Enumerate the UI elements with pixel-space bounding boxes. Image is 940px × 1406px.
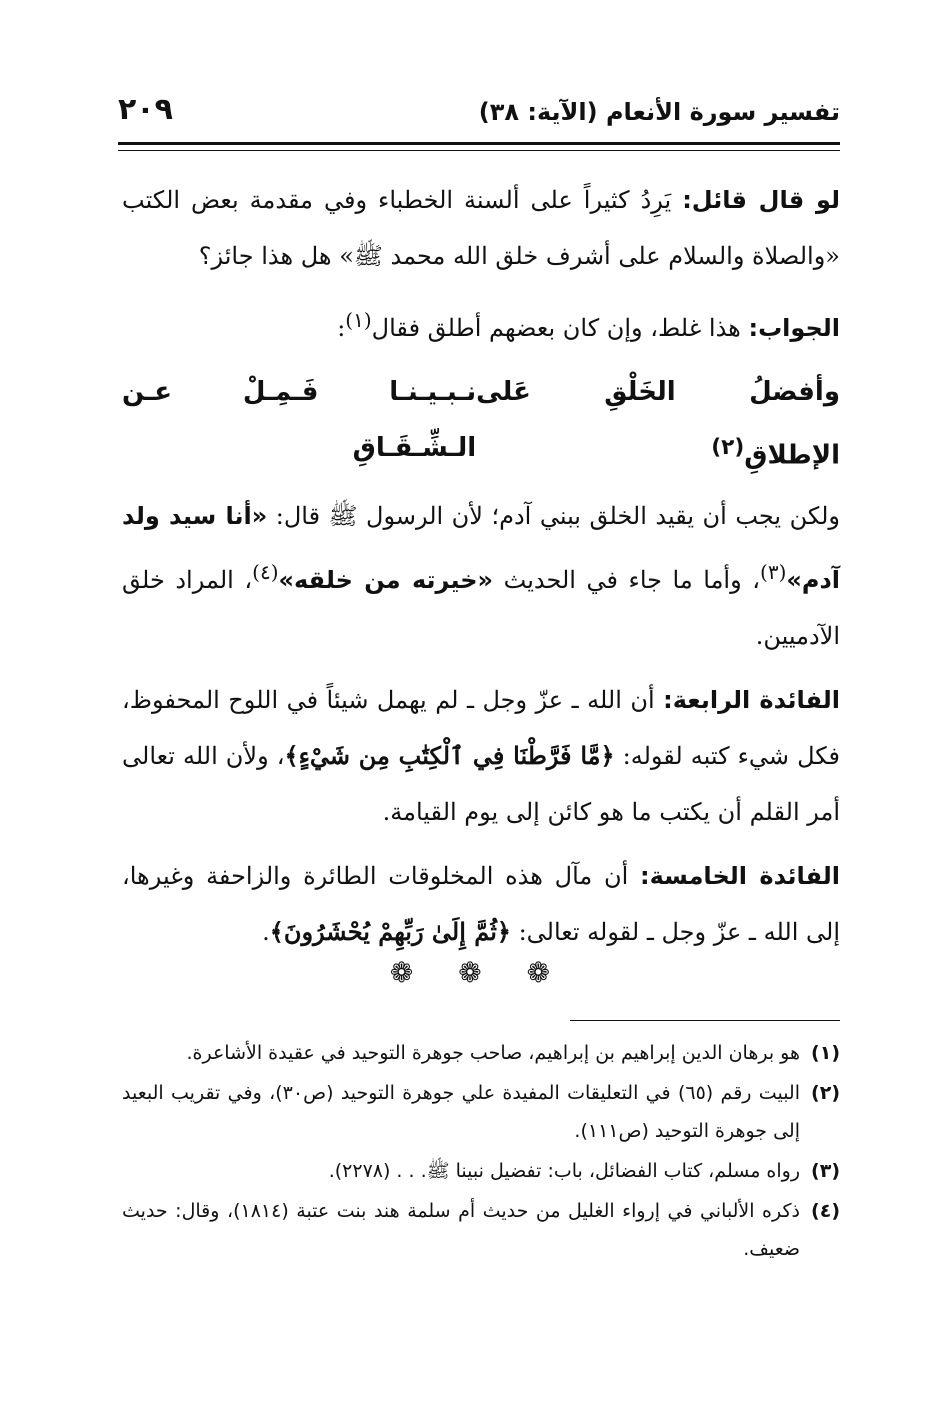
paragraph-benefit-4 bbox=[122, 672, 840, 840]
verse-first-hemistich bbox=[476, 364, 840, 484]
footnote-number: (١) bbox=[811, 1042, 840, 1064]
paragraph-answer bbox=[122, 292, 840, 356]
header-rule-thin bbox=[118, 150, 840, 151]
section-separator: ❁ ❁ ❁ bbox=[389, 956, 569, 989]
clarification-text-a: ولكن يجب أن يقيد الخلق ببني آدم؛ لأن الرسول ﷺ قال: bbox=[267, 501, 840, 530]
footnote-item bbox=[122, 1192, 840, 1268]
answer-lead: الجواب: bbox=[748, 314, 840, 342]
question-text: يَرِدُ كثيراً على ألسنة الخطباء وفي مقدمة بعض الكتب «والصلاة والسلام على أشرف خلق الله محمد ﷺ» هل هذا جائز؟ bbox=[122, 186, 840, 270]
clarification-text-b: ، وأما ما جاء في الحديث bbox=[493, 565, 760, 594]
footnote-item bbox=[122, 1074, 840, 1150]
footnote-text: ذكره الألباني في إرواء الغليل من حديث أم سلمة هند بنت عتبة (١٨١٤)، وقال: حديث ضعيف. bbox=[122, 1200, 800, 1260]
paragraph-clarification bbox=[122, 488, 840, 664]
page-number: ٢٠٩ bbox=[118, 92, 173, 127]
running-header bbox=[118, 92, 840, 136]
main-text bbox=[122, 172, 840, 968]
header-rule-thick bbox=[118, 142, 840, 145]
footnote-text: رواه مسلم، كتاب الفضائل، باب: تفضيل نبينا ﷺ. . . (٢٢٧٨). bbox=[328, 1160, 800, 1182]
answer-text: هذا غلط، وإن كان بعضهم أطلق فقال bbox=[371, 314, 749, 342]
paragraph-question bbox=[122, 172, 840, 284]
footnote-ref-1: (١) bbox=[345, 308, 372, 332]
footnotes bbox=[122, 1034, 840, 1270]
question-lead: لو قال قائل: bbox=[682, 186, 841, 214]
quran-verse-1: ﴿مَّا فَرَّطْنَا فِي ٱلْكِتَٰبِ مِن شَيْءٍ﴾ bbox=[284, 740, 615, 770]
benefit-4-lead: الفائدة الرابعة: bbox=[663, 685, 840, 714]
footnote-text: هو برهان الدين إبراهيم بن إبراهيم، صاحب جوهرة التوحيد في عقيدة الأشاعرة. bbox=[186, 1042, 800, 1064]
footnote-number: (٣) bbox=[811, 1160, 840, 1182]
benefit-4-text-a: أن الله ـ عزّ وجل ـ لم يهمل شيئاً في اللوح المحفوظ، فكل شيء كتبه لقوله: bbox=[122, 685, 840, 770]
quran-verse-2: ﴿ثُمَّ إِلَىٰ رَبِّهِمْ يُحْشَرُونَ﴾ bbox=[269, 916, 511, 946]
benefit-5-text-a: أن مآل هذه المخلوقات الطائرة والزاحفة وغيرها، إلى الله ـ عزّ وجل ـ لقوله تعالى: bbox=[122, 861, 840, 946]
benefit-5-text-b: . bbox=[262, 917, 270, 946]
footnote-item bbox=[122, 1152, 840, 1190]
footnote-rule bbox=[570, 1020, 840, 1021]
paragraph-benefit-5 bbox=[122, 848, 840, 960]
footnote-ref-2: (٢) bbox=[711, 435, 745, 460]
poetry-verse bbox=[122, 364, 840, 484]
header-title: تفسير سورة الأنعام (الآية: ٣٨) bbox=[478, 98, 840, 126]
footnote-item bbox=[122, 1034, 840, 1072]
clarification-text-c: ، المراد خلق الآدميين. bbox=[122, 565, 840, 650]
hadith-quote-2: «خيرته من خلقه» bbox=[278, 565, 494, 594]
verse-second-hemistich: نـبـيـنـا فَـمِـلْ عـن الـشِّـقَـاقِ bbox=[122, 377, 477, 463]
verse-first-text: وأفضلُ الخَلْقِ عَلى الإطلاقِ bbox=[476, 377, 840, 471]
hadith-quote-1: «أنا سيد ولد آدم» bbox=[122, 501, 841, 594]
footnote-number: (٢) bbox=[811, 1082, 840, 1104]
footnote-text: البيت رقم (٦٥) في التعليقات المفيدة علي جوهرة التوحيد (ص٣٠)، وفي تقريب البعيد إلى جوهرة التوحيد (ص١١١). bbox=[122, 1082, 800, 1142]
answer-end: : bbox=[337, 314, 346, 342]
benefit-4-text-b: ، ولأن الله تعالى أمر القلم أن يكتب ما هو كائن إلى يوم القيامة. bbox=[122, 741, 840, 826]
benefit-5-lead: الفائدة الخامسة: bbox=[640, 861, 840, 890]
footnote-ref-4: (٤) bbox=[252, 559, 279, 584]
footnote-ref-3: (٣) bbox=[760, 559, 787, 584]
footnote-number: (٤) bbox=[811, 1200, 840, 1222]
